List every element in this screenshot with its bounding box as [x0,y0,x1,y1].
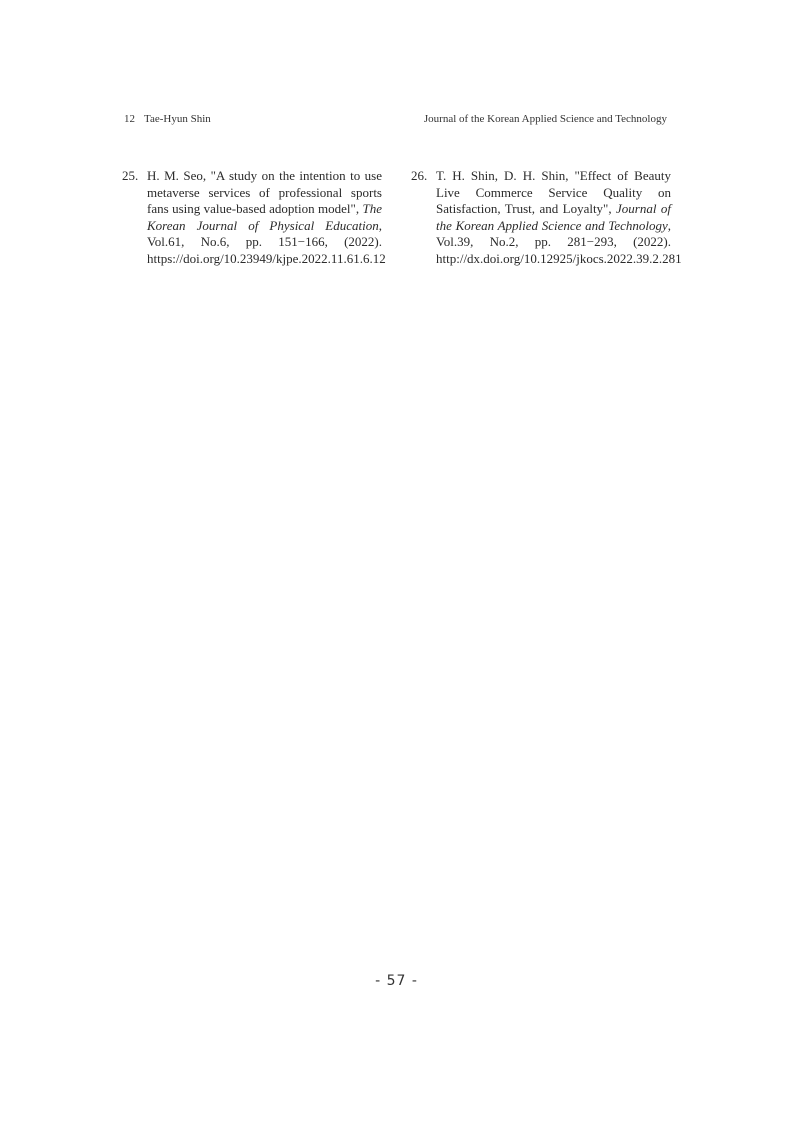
reference-number: 26. [411,168,428,183]
reference-number: 25. [122,168,139,183]
reference-authors-title: H. M. Seo, "A study on the intention to use metaverse services of professional sports fans using value-based adoption model", [147,168,382,217]
reference-authors-title: T. H. Shin, D. H. Shin, "Effect of Beauty Live Commerce Service Quality on Satisfaction, Trust, and Loyalty", [436,168,671,217]
reference-text [436,168,682,268]
reference-details: , Vol.61, No.6, pp. 151−166, (2022). https://doi.org/10.23949/kjpe.2022.11.61.6.12 [147,217,386,266]
reference-journal: Journal of the Korean Applied Science and Technology [436,201,671,233]
reference-journal: The Korean Journal of Physical Education [147,201,382,233]
reference-item-25 [122,168,386,268]
reference-details: , Vol.39, No.2, pp. 281−293, (2022). http://dx.doi.org/10.12925/jkocs.2022.39.2.281 [436,217,682,266]
header-left [124,112,211,126]
header-author: Tae-Hyun Shin [144,113,211,125]
reference-text [147,168,386,268]
reference-item-26 [411,168,682,268]
page-footer-number: - 57 - [375,973,418,989]
running-header [124,112,667,128]
header-journal-title: Journal of the Korean Applied Science and Technology [423,113,667,125]
header-page-number: 12 [124,113,135,125]
